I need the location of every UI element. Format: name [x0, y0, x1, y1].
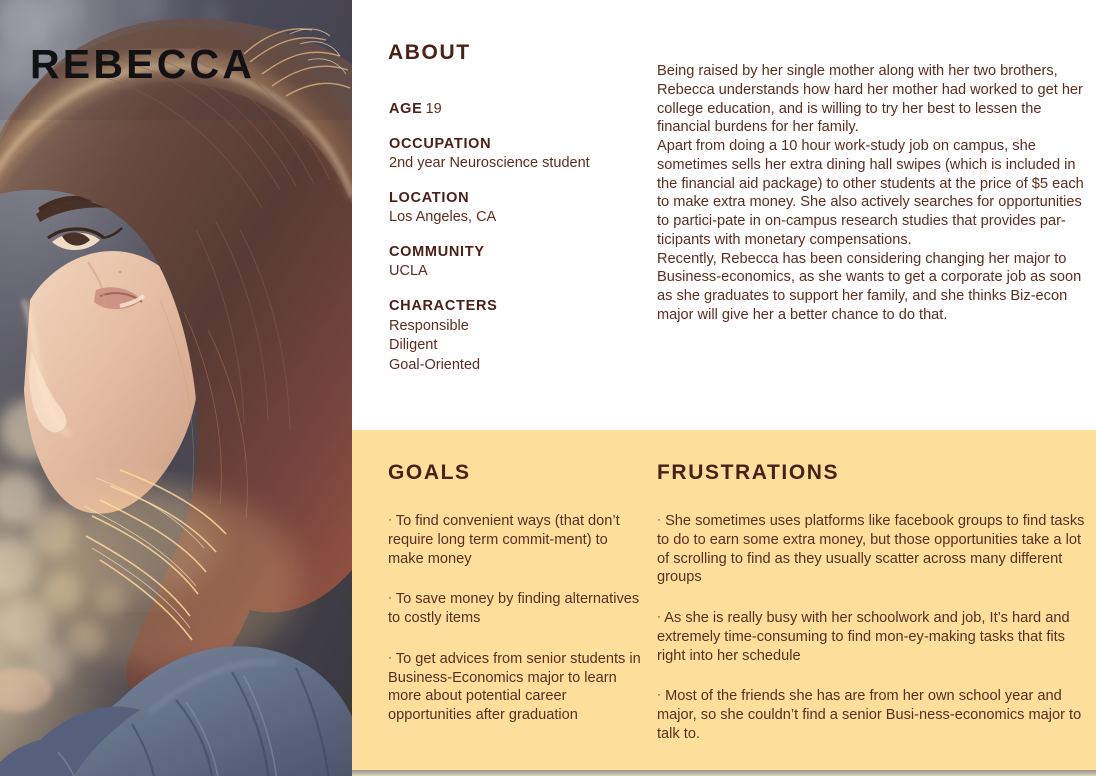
- bio-paragraph: Being raised by her single mother along with her two brothers, Rebecca understands how hard her mother had worked to get her college education, and is willing to try her best to lessen the financial burdens for her family.: [657, 63, 1083, 136]
- goals-heading: GOALS: [388, 461, 471, 484]
- frustration-item: [657, 687, 1087, 743]
- about-character-trait: Responsible: [389, 317, 469, 334]
- goal-item-text: To find convenient ways (that don’t require long term commit-ment) to make money: [388, 513, 620, 567]
- goal-item: [388, 512, 646, 568]
- frustration-item-text: Most of the friends she has are from her own school year and major, so she couldn’t find a senior Busi-ness-economics major to talk to.: [657, 688, 1082, 742]
- bullet-icon: ·: [388, 649, 392, 664]
- goals-column: [388, 462, 646, 725]
- about-field-age: [389, 100, 659, 120]
- about-field-age-value: 19: [425, 101, 442, 117]
- goals-frustrations-section: [352, 430, 1096, 770]
- about-character-trait: Goal-Oriented: [389, 356, 481, 373]
- about-field-occupation: [389, 135, 659, 174]
- about-section: [352, 0, 1096, 430]
- persona-name: REBECCA: [30, 41, 256, 87]
- about-field-location-label: LOCATION: [389, 189, 470, 206]
- goal-item: [388, 590, 646, 628]
- frustration-item: [657, 512, 1087, 587]
- about-field-characters-label: CHARACTERS: [389, 297, 498, 314]
- about-field-community: [389, 243, 659, 282]
- bullet-icon: ·: [657, 512, 661, 526]
- bio-paragraph: Apart from doing a 10 hour work-study job on campus, she sometimes sells her extra dining hall swipes (which is included in the financial aid package) to other students at the price of $5 each to make extra money. She also actively searches for opportunities to partici-pate in on-campus research studies that provides par-ticipants with monetary compensations.: [657, 138, 1084, 248]
- goal-item-text: To save money by finding alternatives to costly items: [388, 591, 640, 626]
- about-field-age-label: AGE: [389, 101, 423, 117]
- about-fields-column: [389, 100, 659, 375]
- persona-photo-panel: [0, 0, 352, 776]
- bullet-icon: ·: [388, 590, 392, 605]
- persona-content: [352, 0, 1096, 776]
- about-character-trait: Diligent: [389, 337, 438, 354]
- frustration-item: [657, 609, 1087, 665]
- about-field-occupation-value: 2nd year Neuroscience student: [389, 155, 590, 172]
- page-bottom-shadow: [352, 770, 1096, 776]
- about-field-characters: [389, 297, 659, 375]
- bio-paragraph: Recently, Rebecca has been considering changing her major to Business-economics, as she wants to get a corporate job as soon as she graduates to support her family, and she thinks Biz-econ major will give her a better chance to do that.: [657, 250, 1082, 323]
- about-field-location: [389, 189, 659, 228]
- about-field-occupation-label: OCCUPATION: [389, 135, 492, 152]
- persona-portrait-photo: [0, 0, 352, 776]
- about-field-location-value: Los Angeles, CA: [389, 209, 497, 226]
- goal-item: [388, 650, 646, 725]
- frustration-item-text: She sometimes uses platforms like facebook groups to find tasks to do to earn some extra money, but those opportunities take a lot of scrolling to find as they usually scatter across many different groups: [657, 513, 1085, 586]
- bullet-icon: ·: [657, 687, 661, 702]
- bullet-icon: ·: [657, 609, 661, 623]
- about-field-community-value: UCLA: [389, 263, 428, 280]
- about-heading: ABOUT: [388, 41, 471, 64]
- bullet-icon: ·: [388, 512, 392, 526]
- about-bio-column: [657, 62, 1087, 325]
- about-field-community-label: COMMUNITY: [389, 243, 485, 260]
- frustrations-column: [657, 462, 1087, 744]
- goal-item-text: To get advices from senior students in Business-Economics major to learn more about potential career opportunities after graduation: [388, 650, 641, 723]
- frustration-item-text: As she is really busy with her schoolwork and job, It’s hard and extremely time-consuming to find mon-ey-making tasks that fits right into her schedule: [657, 610, 1070, 664]
- frustrations-heading: FRUSTRATIONS: [657, 461, 840, 484]
